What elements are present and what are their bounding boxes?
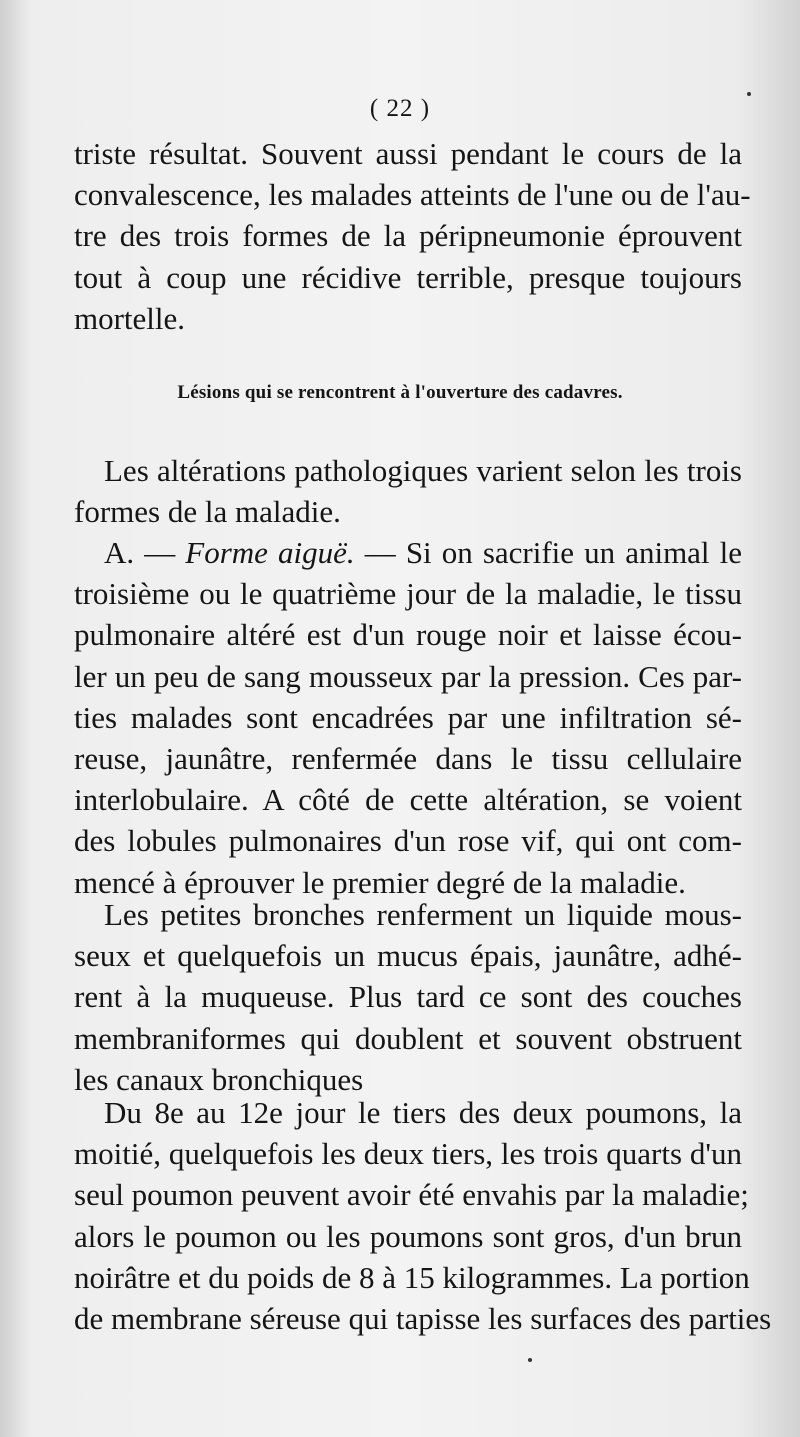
ink-speck — [747, 92, 751, 96]
text-line: ler un peu de sang mousseux par la pression. Ces par- — [74, 658, 742, 694]
text-line: formes de la maladie. — [74, 494, 341, 530]
text-line: Les petites bronches renferment un liquide mous- — [104, 897, 742, 932]
text-line-acute-form-lead — [74, 532, 742, 573]
paragraph-progression — [74, 1092, 772, 1339]
text-line: alors le poumon ou les poumons sont gros, d'un brun — [74, 1218, 742, 1254]
paragraph-intro — [74, 450, 742, 532]
text-line: mencé à éprouver le premier degré de la maladie. — [74, 864, 686, 900]
text-line: convalescence, les malades atteints de l'une ou de l'au- — [74, 177, 751, 213]
text-line: moitié, quelquefois les deux tiers, les trois quarts d'un — [74, 1136, 742, 1172]
text-line: troisième ou le quatrième jour de la maladie, le tissu — [74, 576, 742, 612]
text-line: des lobules pulmonaires d'un rose vif, qui ont com- — [74, 823, 742, 859]
section-label: A. — — [104, 535, 176, 570]
text-line: pulmonaire altéré est d'un rouge noir et laisse écou- — [74, 617, 742, 653]
text-line: noirâtre et du poids de 8 à 15 kilogrammes. La portion — [74, 1259, 750, 1295]
text-line: seux et quelquefois un mucus épais, jaunâtre, adhé- — [74, 938, 742, 974]
text-line: mortelle. — [74, 300, 186, 336]
text-fragment: — Si on sacrifie un animal le — [364, 535, 742, 570]
text-line: membraniformes qui doublent et souvent obstruent — [74, 1020, 742, 1056]
section-label-italic: Forme aiguë. — [185, 535, 355, 570]
text-line: Du 8e au 12e jour le tiers des deux poumons, la — [104, 1095, 742, 1130]
paragraph-continuation — [74, 133, 751, 339]
text-line: tout à coup une récidive terrible, presque toujours — [74, 259, 742, 295]
paragraph-acute-form — [74, 532, 742, 903]
paragraph-bronchi — [74, 894, 742, 1100]
text-line: triste résultat. Souvent aussi pendant le cours de la — [74, 136, 742, 171]
section-heading: Lésions qui se rencontrent à l'ouverture des cadavres. — [177, 382, 623, 403]
text-line: rent à la muqueuse. Plus tard ce sont des couches — [74, 979, 742, 1015]
ink-speck — [528, 1358, 532, 1362]
text-line: interlobulaire. A côté de cette altération, se voient — [74, 782, 742, 818]
text-line: de membrane séreuse qui tapisse les surfaces des parties — [74, 1300, 772, 1336]
text-line: ties malades sont encadrées par une infiltration sé- — [74, 699, 742, 735]
text-line: reuse, jaunâtre, renfermée dans le tissu cellulaire — [74, 740, 742, 776]
text-line: seul poumon peuvent avoir été envahis par la maladie; — [74, 1177, 749, 1213]
text-line: Les altérations pathologiques varient selon les trois — [104, 453, 742, 488]
text-line: tre des trois formes de la péripneumonie éprouvent — [74, 218, 742, 254]
page-number: ( 22 ) — [369, 95, 431, 122]
text-line: les canaux bronchiques — [74, 1061, 364, 1097]
